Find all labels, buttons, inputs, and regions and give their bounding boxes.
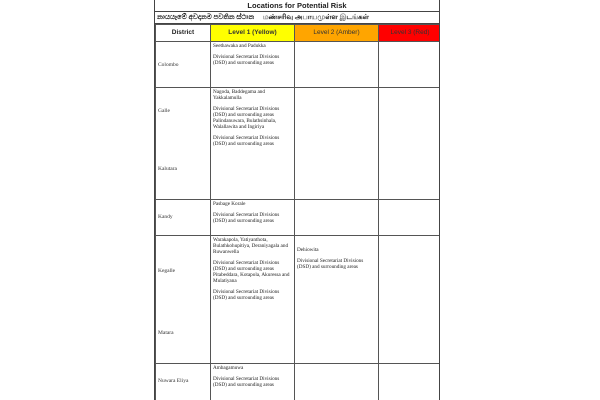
level2-cell <box>295 42 379 88</box>
place-list: Warakapola, Yatiyanthota, Bulathkohupitiya, Deraniyagala and Ruwanwella <box>213 237 289 255</box>
district-name: Matara <box>158 330 174 336</box>
level3-cell <box>379 42 441 88</box>
subtitle-tamil: மண்சரிவு அபாயமுள்ள இடங்கள் <box>262 13 369 21</box>
subtitle-sinhala: නායයෑමේ අවදානම පවතින ස්ථාන <box>157 13 255 21</box>
header-level1: Level 1 (Yellow) <box>211 25 295 42</box>
district-cell <box>156 42 211 88</box>
level2-cell <box>295 236 379 364</box>
table-header-row <box>156 25 441 42</box>
place-list: Pasbage Korale <box>213 201 246 207</box>
document-title: Locations for Potential Risk <box>155 0 439 12</box>
level1-cell <box>211 364 295 400</box>
table-row <box>156 364 441 400</box>
table-row <box>156 236 441 364</box>
dsd-note: Divisional Secretariat Divisions (DSD) and surrounding areas <box>213 54 280 66</box>
table-row <box>156 42 441 88</box>
district-cell <box>156 236 211 364</box>
table-row <box>156 88 441 200</box>
header-level3: Level 3 (Red) <box>379 25 441 42</box>
district-cell <box>156 88 211 200</box>
district-name: Kandy <box>158 214 173 220</box>
amber-dsd-note: Divisional Secretariat Divisions (DSD) and surrounding areas <box>297 258 364 270</box>
place-list: Palindanuwara, Bulathsinhala, Walallawita and Ingiriya <box>213 118 277 130</box>
district-name: Nuwara Eliya <box>158 378 189 384</box>
dsd-note: Divisional Secretariat Divisions (DSD) and surrounding areas <box>213 376 280 388</box>
document-subtitle <box>155 12 439 24</box>
dsd-note: Divisional Secretariat Divisions (DSD) and surrounding areas <box>213 289 280 301</box>
district-cell <box>156 200 211 236</box>
level1-cell <box>211 88 295 200</box>
district-name: Colombo <box>158 62 179 68</box>
level1-cell <box>211 236 295 364</box>
place-list: Nagoda, Baddegama and Yakkalamulla <box>213 89 265 101</box>
header-district: District <box>156 25 211 42</box>
level1-cell <box>211 200 295 236</box>
level2-cell <box>295 88 379 200</box>
level2-cell <box>295 200 379 236</box>
risk-table <box>155 24 440 400</box>
level3-cell <box>379 200 441 236</box>
level1-cell <box>211 42 295 88</box>
amber-place: Dehiowita <box>297 247 319 253</box>
level3-cell <box>379 364 441 400</box>
level3-cell <box>379 236 441 364</box>
dsd-note: Divisional Secretariat Divisions (DSD) and surrounding areas <box>213 106 280 118</box>
place-list: Pitabeddara, Kotapola, Akuressa and Mulatiyana <box>213 272 290 284</box>
dsd-note: Divisional Secretariat Divisions (DSD) and surrounding areas <box>213 260 280 272</box>
header-level2: Level 2 (Amber) <box>295 25 379 42</box>
district-cell <box>156 364 211 400</box>
dsd-note: Divisional Secretariat Divisions (DSD) and surrounding areas <box>213 135 280 147</box>
document-page <box>154 0 440 400</box>
place-list: Ambagamuwa <box>213 365 244 371</box>
level3-cell <box>379 88 441 200</box>
district-name: Kegalle <box>158 268 176 274</box>
dsd-note: Divisional Secretariat Divisions (DSD) and surrounding areas <box>213 212 280 224</box>
district-name: Galle <box>158 108 170 114</box>
table-row <box>156 200 441 236</box>
district-name: Kalutara <box>158 166 177 172</box>
place-list: Seethawaka and Padukka <box>213 43 266 49</box>
level2-cell <box>295 364 379 400</box>
